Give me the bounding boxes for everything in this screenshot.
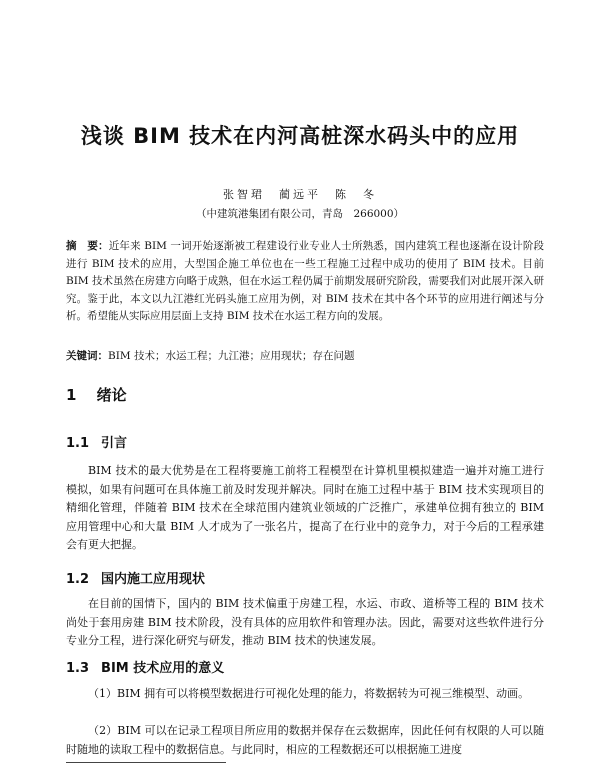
section-1-3-title: BIM 技术应用的意义	[101, 661, 225, 676]
section-1-3-item-2: （2）BIM 可以在记录工程项目所应用的数据并保存在云数据库，因此任何有权限的人可以随时随地的读取工程中的数据信息。与此同时，相应的工程数据还可以根据施工进度	[66, 724, 544, 756]
keywords	[66, 348, 544, 365]
section-1-2-paragraph: 在目前的国情下，国内的 BIM 技术偏重于房建工程，水运、市政、道桥等工程的 BIM 技术尚处于套用房建 BIM 技术阶段，没有具体的应用软件和管理办法。因此，需要对这些软件进行分专业分工程，进行深化研究与研发，推动 BIM 技术的快速发展。	[66, 597, 544, 647]
section-1-3-heading	[66, 657, 224, 676]
paper-title: 浅谈 BIM 技术在内河高桩深水码头中的应用	[80, 124, 520, 148]
abstract	[66, 238, 544, 326]
footnote-divider	[66, 762, 226, 763]
section-1-heading	[66, 384, 127, 405]
section-1-2-title: 国内施工应用现状	[101, 572, 206, 587]
section-1-title: 绪论	[96, 386, 127, 404]
section-1-1-paragraph: BIM 技术的最大优势是在工程将要施工前将工程模型在计算机里模拟建造一遍并对施工进行模拟，如果有问题可在具体施工前及时发现并解决。同时在施工过程中基于 BIM 技术实现项目的精细化管理，伴随着 BIM 技术在全球范围内建筑业领域的广泛推广，承建单位拥有独立的 BIM 应用管理中心和大量 BIM 人才成为了一张名片，提高了在行业中的竞争力，对于今后的工程承建会有更大把握。	[66, 464, 544, 551]
section-1-3-number: 1.3	[66, 661, 90, 676]
section-1-2-number: 1.2	[66, 572, 90, 587]
section-1-number: 1	[66, 386, 77, 404]
section-1-2-heading	[66, 568, 205, 587]
abstract-text: 近年来 BIM 一词开始逐渐被工程建设行业专业人士所熟悉，国内建筑工程也逐渐在设计阶段进行 BIM 技术的应用，大型国企施工单位也在一些工程施工过程中成功的使用了 BIM 技术。目前 BIM 技术虽然在房建方向略于成熟，但在水运工程仍属于前期发展研究阶段，需要我们对此展开深入研究。鉴于此，本文以九江港红光码头施工应用为例，对 BIM 技术在其中各个环节的应用进行阐述与分析。希望能从实际应用层面上支持 BIM 技术在水运工程方向的发展。	[66, 240, 544, 322]
abstract-label: 摘 要：	[66, 240, 109, 252]
author-list: 张智珺 蔺远平 陈 冬	[223, 188, 377, 201]
section-1-1-number: 1.1	[66, 436, 90, 451]
section-1-3-item-1: （1）BIM 拥有可以将模型数据进行可视化处理的能力，将数据转为可视三维模型、动画。	[88, 687, 530, 700]
author-affiliation: （中建筑港集团有限公司，青岛 266000）	[195, 208, 405, 220]
section-1-1-heading	[66, 432, 127, 451]
keywords-label: 关键词：	[66, 350, 108, 362]
section-1-1-title: 引言	[101, 436, 128, 451]
keywords-text: BIM 技术；水运工程；九江港；应用现状；存在问题	[108, 350, 355, 362]
